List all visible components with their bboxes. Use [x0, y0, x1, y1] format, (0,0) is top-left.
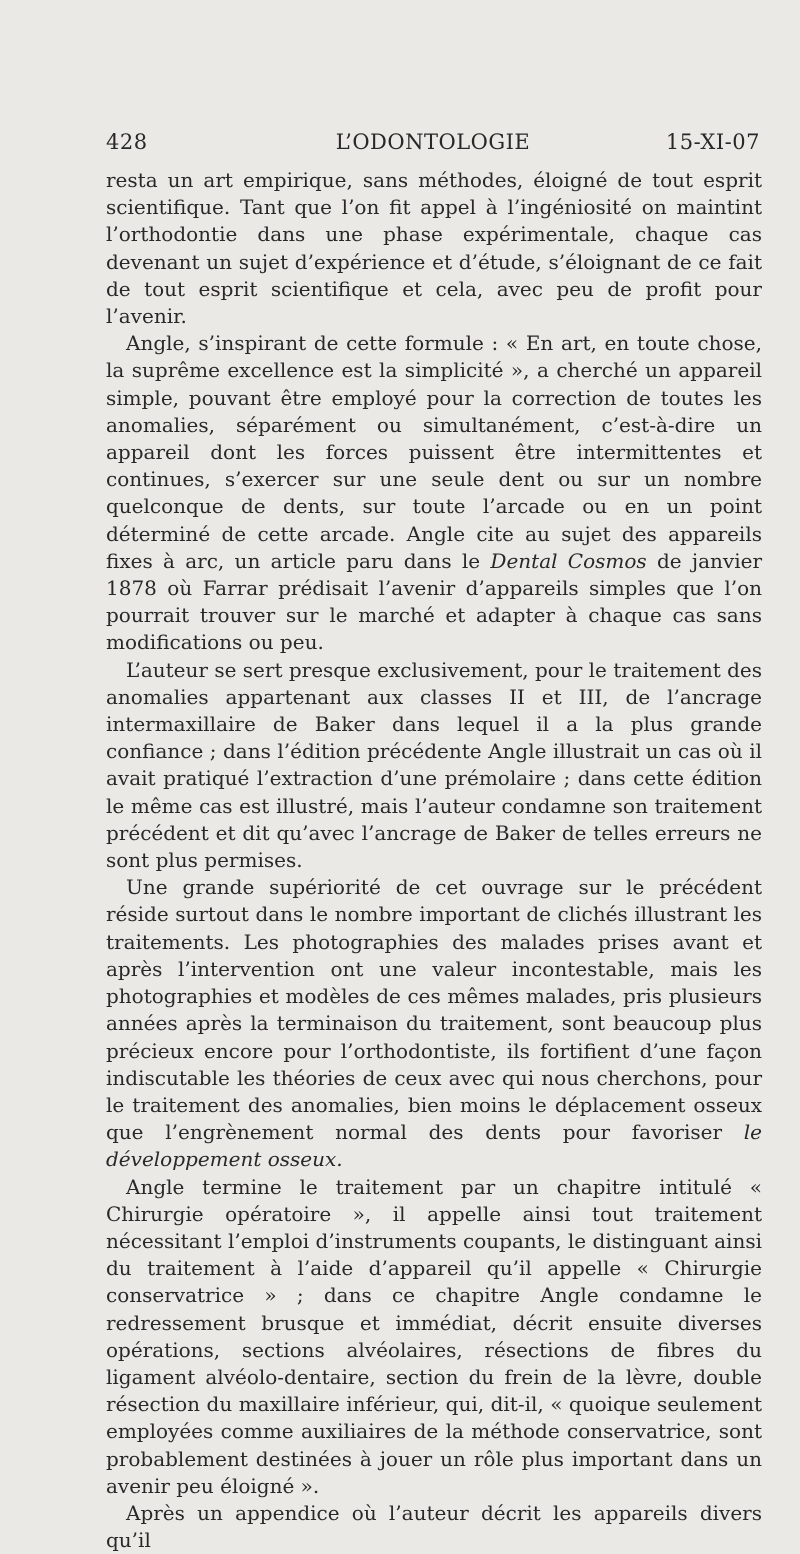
page-header — [106, 130, 760, 158]
body-text — [106, 167, 762, 1554]
paragraph-5: Angle termine le traitement par un chapitre intitulé « Chirurgie opératoire », il appelle ainsi tout traitement nécessitant l’emploi d’instruments coupants, le distinguant ainsi du traitement à l’aide d’appareil qu’il appelle « Chirurgie conservatrice » ; dans ce chapitre Angle condamne le redressement brusque et immédiat, décrit ensuite diverses opérations, sections alvéolaires, résections de fibres du ligament alvéolo-dentaire, section du frein de la lèvre, double résection du maxillaire inférieur, qui, dit-il, « quoique seulement employées comme auxiliaires de la méthode conservatrice, sont probablement destinées à jouer un rôle plus important dans un avenir peu éloigné ». — [106, 1174, 762, 1498]
journal-title: Dental Cosmos — [490, 548, 647, 573]
emphasized-phrase: le développement osseux. — [106, 1120, 762, 1172]
paragraph-4 — [106, 874, 762, 1173]
paragraph-3: L’auteur se sert presque exclusivement, pour le traitement des anomalies appartenant aux classes II et III, de l’ancrage intermaxillaire de Baker dans lequel il a la plus grande confiance ; dans l’édition précédente Angle illustrait un cas où il avait pratiqué l’extraction d’une prémolaire ; dans cette édition le même cas est illustré, mais l’auteur condamne son traitement précédent et dit qu’avec l’ancrage de Baker de telles erreurs ne sont plus permises. — [106, 657, 762, 873]
paragraph-6: Après un appendice où l’auteur décrit les appareils divers qu’il — [106, 1500, 762, 1553]
paragraph-2 — [106, 330, 762, 656]
paragraph-1: resta un art empirique, sans méthodes, éloigné de tout esprit scientifique. Tant que l’on fit appel à l’ingéniosité on maintint l’orthodontie dans une phase expérimentale, chaque cas devenant un sujet d’expérience et d’étude, s’éloignant de ce fait de tout esprit scientifique et cela, avec peu de profit pour l’avenir. — [106, 168, 762, 329]
issue-date: 15-XI-07 — [665, 130, 760, 154]
paragraph-2-text-a: Angle, s’inspirant de cette formule : « En art, en toute chose, la suprême excellence est la simplicité », a cherché un appareil simple, pouvant être employé pour la correction de toutes les anomalies, séparément ou simultanément, c’est-à-dire un appareil dont les forces puissent être intermittentes et continues, s’exercer sur une seule dent ou sur un nombre quelconque de dents, sur toute l’arcade ou en un point déterminé de cette arcade. Angle cite au sujet des appareils fixes à arc, un article paru dans le — [106, 331, 762, 573]
paragraph-2-text-b: de janvier 1878 où Farrar prédisait l’avenir d’appareils simples que l’on pourrait trouver sur le marché et adapter à chaque cas sans modifications ou peu. — [106, 548, 763, 655]
page-number: 428 — [106, 130, 148, 154]
running-title: L’ODONTOLOGIE — [335, 130, 531, 154]
paragraph-4-text-a: Une grande supériorité de cet ouvrage sur le précédent réside surtout dans le nombre important de clichés illustrant les traitements. Les photographies des malades prises avant et après l’intervention ont une valeur incontestable, mais les photographies et modèles de ces mêmes malades, pris plusieurs années après la terminaison du traitement, sont beaucoup plus précieux encore pour l’orthodontiste, ils fortifient d’une façon indiscutable les théories de ceux avec qui nous cherchons, pour le traitement des anomalies, bien moins le déplacement osseux que l’engrènement normal des dents pour favoriser — [106, 875, 762, 1145]
